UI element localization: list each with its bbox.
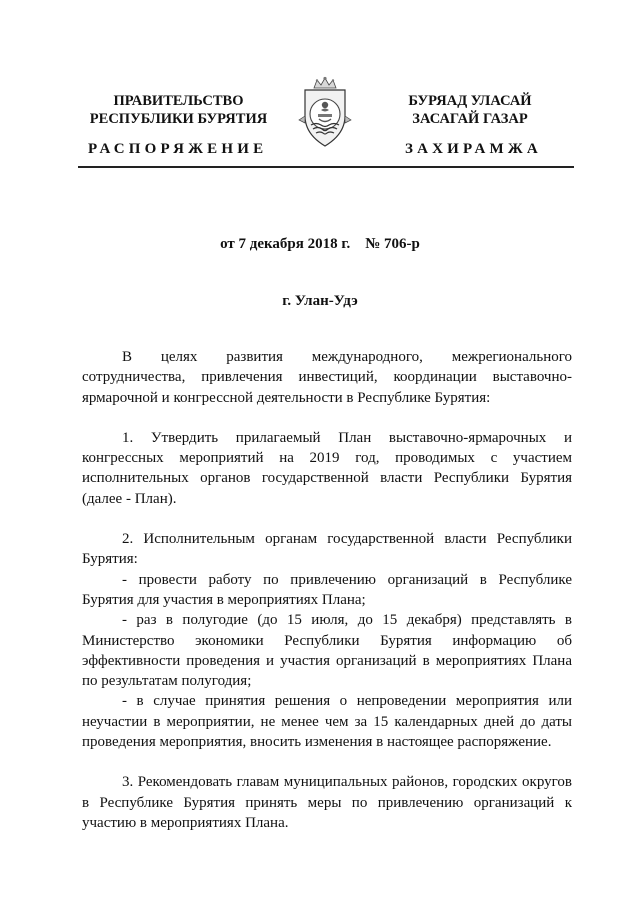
doc-type-left: РАСПОРЯЖЕНИЕ: [88, 141, 268, 157]
doc-type-right: ЗАХИРАМЖА: [405, 141, 542, 157]
document-body: [82, 347, 572, 833]
header-right-line2: ЗАСАГАЙ ГАЗАР: [412, 111, 528, 127]
preamble-paragraph: В целях развития международного, межрегионального сотрудничества, привлечения инвестиций, координации выставочно-ярмарочной и конгрессной деятельности в Республике Бурятия:: [82, 349, 572, 406]
header-right-line1: БУРЯАД УЛАСАЙ: [408, 93, 532, 109]
header-right-block: [380, 92, 560, 128]
document-date-number: от 7 декабря 2018 г. № 706-р: [220, 236, 420, 252]
item-2-bullet-1: - провести работу по привлечению организаций в Республике Бурятия для участия в мероприятиях Плана;: [82, 571, 572, 608]
item-3-paragraph: 3. Рекомендовать главам муниципальных районов, городских округов в Республике Бурятия принять меры по привлечению организаций к участию в мероприятиях Плана.: [82, 774, 572, 831]
item-1-paragraph: 1. Утвердить прилагаемый План выставочно-ярмарочных и конгрессных мероприятий на 2019 год, проводимых с участием исполнительных органов государственной власти Республики Бурятия (далее - План).: [82, 429, 572, 507]
item-2-bullet-3: - в случае принятия решения о непроведении мероприятия или неучастии в мероприятии, не менее чем за 15 календарных дней до даты проведения мероприятия, вносить изменения в настоящее распоряжение.: [82, 693, 572, 751]
header-left-block: [76, 92, 281, 128]
header-left-line2: РЕСПУБЛИКИ БУРЯТИЯ: [89, 111, 268, 127]
header-left-line1: ПРАВИТЕЛЬСТВО: [113, 93, 244, 109]
header-divider: [78, 166, 574, 168]
document-city: г. Улан-Удэ: [282, 293, 358, 309]
item-2-bullet-2: - раз в полугодие (до 15 июля, до 15 декабря) представлять в Министерство экономики Республики Бурятия информацию об эффективности проведения и участия организаций в мероприятиях Плана по результатам полугодия;: [82, 612, 572, 690]
coat-of-arms-icon: [296, 76, 354, 150]
item-2-intro: 2. Исполнительным органам государственной власти Республики Бурятия:: [82, 531, 572, 568]
